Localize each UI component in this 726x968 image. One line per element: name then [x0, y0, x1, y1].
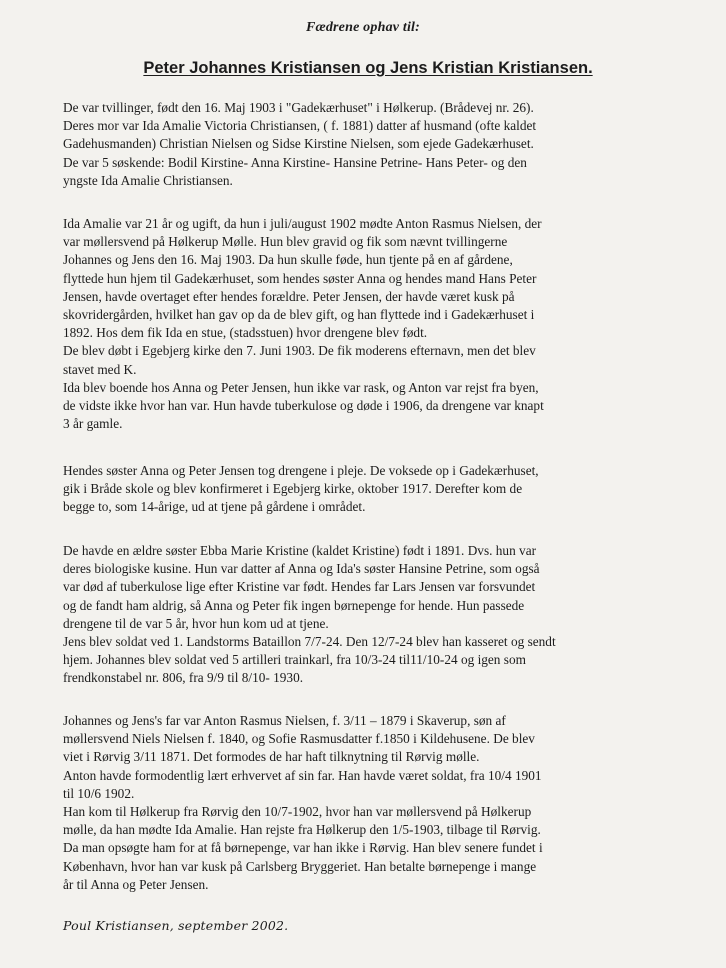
text-line: Deres mor var Ida Amalie Victoria Christiansen, ( f. 1881) datter af husmand (ofte kaldet	[63, 118, 537, 134]
text-line: De var 5 søskende: Bodil Kirstine- Anna Kirstine- Hansine Petrine- Hans Peter- og den	[63, 154, 527, 170]
text-line: møllersvend Niels Nielsen f. 1840, og Sofie Rasmusdatter f.1850 i Kildehusene. De blev	[63, 731, 535, 747]
signature: Poul Kristiansen, september 2002.	[63, 918, 289, 933]
text-line: Jens blev soldat ved 1. Landstorms Bataillon 7/7-24. Den 12/7-24 blev han kasseret og sendt	[63, 634, 556, 650]
text-line: var møllersvend på Hølkerup Mølle. Hun blev gravid og fik som nævnt tvillingerne	[63, 234, 508, 250]
text-line: de vidste ikke hvor han var. Hun havde tuberkulose og døde i 1906, da drengene var knapt	[63, 398, 544, 414]
text-line: Anton havde formodentlig lært erhvervet af sin far. Han havde været soldat, fra 10/4 1901	[63, 767, 542, 783]
text-line: skovridergården, hvilket han gav op da de blev gift, og han flyttede ind i Gadekærhuset i	[63, 307, 535, 323]
text-line: år til Anna og Peter Jensen.	[63, 876, 209, 892]
text-line: Jensen, havde overtaget efter hendes forældre. Peter Jensen, der havde været kusk på	[63, 288, 515, 304]
text-line: 1892. Hos dem fik Ida en stue, (stadsstuen) hvor drengene blev født.	[63, 325, 428, 341]
text-line: 3 år gamle.	[63, 416, 123, 432]
text-line: De var tvillinger, født den 16. Maj 1903 i "Gadekærhuset" i Hølkerup. (Brådevej nr. 26).	[63, 100, 534, 115]
text-line: hjem. Johannes blev soldat ved 5 artilleri trainkarl, fra 10/3-24 til11/10-24 og igen som	[63, 652, 526, 668]
text-line: viet i Rørvig 3/11 1871. Det formodes de har haft tilknytning til Rørvig mølle.	[63, 749, 480, 765]
paragraph-1	[63, 99, 675, 190]
text-line: Ida blev boende hos Anna og Peter Jensen, hun ikke var rask, og Anton var rejst fra byen,	[63, 379, 539, 395]
text-line: København, hvor han var kusk på Carlsberg Bryggeriet. Han betalte børnepenge i mange	[63, 858, 537, 874]
document-title: Peter Johannes Kristiansen og Jens Kristian Kristiansen.	[143, 59, 593, 77]
text-line: stavet med K.	[63, 361, 137, 377]
text-line: Johannes og Jens's far var Anton Rasmus Nielsen, f. 3/11 – 1879 i Skaverup, søn af	[63, 713, 506, 728]
text-line: deres biologiske kusine. Hun var datter af Anna og Ida's søster Hansine Petrine, som også	[63, 561, 540, 577]
text-line: De havde en ældre søster Ebba Marie Kristine (kaldet Kristine) født i 1891. Dvs. hun var	[63, 543, 537, 558]
text-line: yngste Ida Amalie Christiansen.	[63, 172, 233, 188]
text-line: frendkonstabel nr. 806, fra 9/9 til 8/10- 1930.	[63, 670, 304, 686]
paragraph-2	[63, 215, 675, 433]
text-line: De blev døbt i Egebjerg kirke den 7. Juni 1903. De fik moderens efternavn, men det blev	[63, 343, 536, 359]
text-line: Da man opsøgte ham for at få børnepenge, var han ikke i Rørvig. Han blev senere fundet i	[63, 840, 543, 856]
text-line: Johannes og Jens den 16. Maj 1903. Da hun skulle føde, hun tjente på en af gårdene,	[63, 252, 513, 268]
text-line: til 10/6 1902.	[63, 785, 135, 801]
text-line: var død af tuberkulose lige efter Kristine var født. Hendes far Lars Jensen var forsvundet	[63, 579, 536, 595]
paragraph-5	[63, 712, 675, 894]
text-line: og de fandt ham aldrig, så Anna og Peter fik ingen børnepenge for hende. Hun passede	[63, 597, 525, 613]
text-line: Hendes søster Anna og Peter Jensen tog drengene i pleje. De voksede op i Gadekærhuset,	[63, 463, 539, 478]
document-kicker: Fædrene ophav til:	[305, 20, 421, 35]
paragraph-3	[63, 462, 675, 517]
text-line: Han kom til Hølkerup fra Rørvig den 10/7-1902, hvor han var møllersvend på Hølkerup	[63, 804, 532, 820]
text-line: Ida Amalie var 21 år og ugift, da hun i juli/august 1902 mødte Anton Rasmus Nielsen, der	[63, 216, 542, 231]
text-line: drengene til de var 5 år, hvor hun kom ud at tjene.	[63, 615, 329, 631]
text-line: mølle, da han mødte Ida Amalie. Han rejste fra Hølkerup den 1/5-1903, tilbage til Rørvig.	[63, 822, 541, 838]
text-line: Gadehusmanden) Christian Nielsen og Sidse Kirstine Nielsen, som ejede Gadekærhuset.	[63, 136, 534, 152]
text-line: gik i Bråde skole og blev konfirmeret i Egebjerg kirke, oktober 1917. Derefter kom de	[63, 481, 523, 497]
text-line: flyttede hun hjem til Gadekærhuset, som hendes søster Anna og hendes mand Hans Peter	[63, 270, 537, 286]
text-line: begge to, som 14-årige, ud at tjene på gårdene i området.	[63, 499, 366, 515]
paragraph-4	[63, 542, 675, 688]
